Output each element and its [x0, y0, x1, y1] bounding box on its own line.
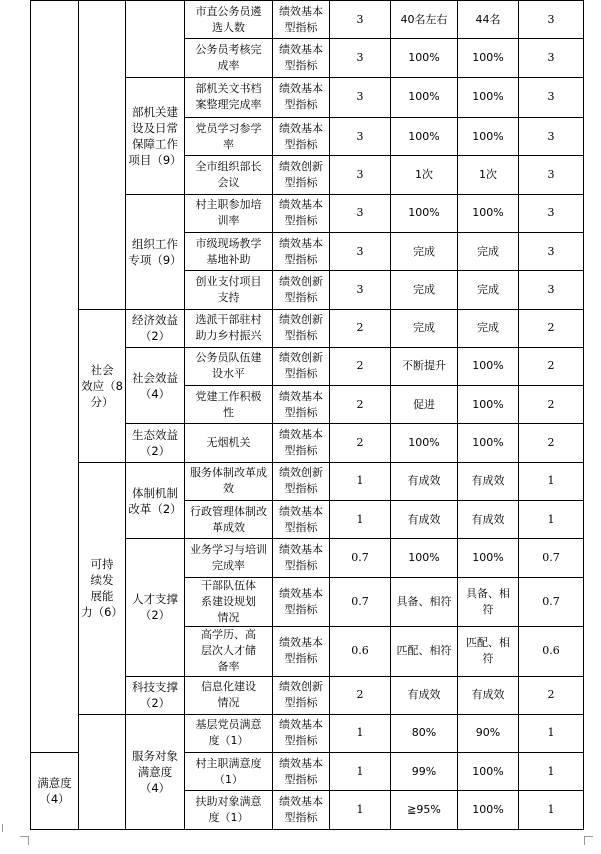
indicator-name-cell: 创业支付项目 支持 [185, 271, 273, 309]
indicator-name-cell: 基层党员满意 度（1） [185, 714, 273, 752]
weight-cell: 2 [330, 386, 391, 424]
score-cell: 3 [519, 271, 584, 309]
score-cell: 1 [519, 753, 584, 791]
weight-cell: 3 [330, 77, 391, 117]
score-cell: 0.6 [519, 627, 584, 676]
weight-cell: 3 [330, 232, 391, 270]
target-value-cell: 100% [391, 539, 458, 577]
indicator-type-cell: 绩效基本 型指标 [273, 1, 330, 39]
indicator-name-cell: 信息化建设 情况 [185, 676, 273, 714]
indicator-name-cell: 业务学习与培训 完成率 [185, 539, 273, 577]
tertiary-indicator-cell: 体制机制 改革（2） [126, 462, 185, 539]
weight-cell: 3 [330, 39, 391, 77]
tertiary-indicator-cell: 科技支撑 （2） [126, 676, 185, 714]
actual-value-cell: 90% [458, 714, 519, 752]
target-value-cell: 100% [391, 117, 458, 155]
table-row [31, 1, 584, 39]
indicator-type-cell: 绩效创新 型指标 [273, 309, 330, 347]
indicator-type-cell: 绩效创新 型指标 [273, 676, 330, 714]
indicator-name-cell: 扶助对象满意 度（1） [185, 791, 273, 830]
score-cell: 1 [519, 714, 584, 752]
actual-value-cell: 100% [458, 77, 519, 117]
page-corner-mark-right [584, 836, 593, 845]
indicator-type-cell: 绩效基本 型指标 [273, 791, 330, 830]
score-cell: 1 [519, 501, 584, 539]
table-row [31, 309, 584, 347]
indicator-name-cell: 市级现场教学 基地补助 [185, 232, 273, 270]
score-cell: 1 [519, 791, 584, 830]
weight-cell: 1 [330, 753, 391, 791]
target-value-cell: 促进 [391, 386, 458, 424]
target-value-cell: 1次 [391, 156, 458, 194]
weight-cell: 3 [330, 194, 391, 232]
indicator-name-cell: 服务体制改革成 效 [185, 462, 273, 500]
indicator-table [30, 0, 584, 830]
tertiary-indicator-cell [126, 1, 185, 78]
actual-value-cell: 完成 [458, 232, 519, 270]
weight-cell: 3 [330, 156, 391, 194]
target-value-cell: 100% [391, 194, 458, 232]
indicator-type-cell: 绩效创新 型指标 [273, 462, 330, 500]
secondary-indicator-cell: 社会 效应（8 分） [79, 309, 126, 462]
weight-cell: 3 [330, 117, 391, 155]
weight-cell: 1 [330, 714, 391, 752]
indicator-name-cell: 全市组织部长 会议 [185, 156, 273, 194]
actual-value-cell: 具备、相 符 [458, 577, 519, 626]
indicator-table-body [31, 1, 584, 830]
actual-value-cell: 100% [458, 39, 519, 77]
indicator-name-cell: 行政管理体制改 革成效 [185, 501, 273, 539]
actual-value-cell: 完成 [458, 271, 519, 309]
tertiary-indicator-cell: 社会效益 （4） [126, 347, 185, 424]
indicator-type-cell: 绩效基本 型指标 [273, 386, 330, 424]
target-value-cell: 完成 [391, 271, 458, 309]
indicator-type-cell: 绩效基本 型指标 [273, 194, 330, 232]
actual-value-cell: 100% [458, 347, 519, 385]
target-value-cell: 100% [391, 39, 458, 77]
weight-cell: 1 [330, 501, 391, 539]
tertiary-indicator-cell: 组织工作 专项（9） [126, 194, 185, 309]
target-value-cell: 具备、相符 [391, 577, 458, 626]
tertiary-indicator-cell: 服务对象 满意度 （4） [126, 714, 185, 829]
score-cell: 2 [519, 347, 584, 385]
actual-value-cell: 100% [458, 194, 519, 232]
indicator-name-cell: 高学历、高 层次人才储 备率 [185, 627, 273, 676]
indicator-name-cell: 无烟机关 [185, 424, 273, 462]
indicator-name-cell: 选派干部驻村 助力乡村振兴 [185, 309, 273, 347]
target-value-cell: 匹配、相符 [391, 627, 458, 676]
weight-cell: 0.7 [330, 577, 391, 626]
indicator-type-cell: 绩效基本 型指标 [273, 714, 330, 752]
indicator-name-cell: 部机关文书档 案整理完成率 [185, 77, 273, 117]
table-row [31, 714, 584, 752]
target-value-cell: 有成效 [391, 462, 458, 500]
score-cell: 2 [519, 309, 584, 347]
score-cell: 3 [519, 1, 584, 39]
target-value-cell: 99% [391, 753, 458, 791]
primary-indicator-cell: 满意度 （4） [31, 753, 79, 830]
tertiary-indicator-cell: 经济效益 （2） [126, 309, 185, 347]
indicator-type-cell: 绩效创新 型指标 [273, 156, 330, 194]
actual-value-cell: 100% [458, 117, 519, 155]
indicator-type-cell: 绩效基本 型指标 [273, 753, 330, 791]
weight-cell: 2 [330, 347, 391, 385]
actual-value-cell: 完成 [458, 309, 519, 347]
target-value-cell: 100% [391, 77, 458, 117]
score-cell: 0.7 [519, 539, 584, 577]
actual-value-cell: 100% [458, 386, 519, 424]
target-value-cell: 完成 [391, 232, 458, 270]
weight-cell: 1 [330, 462, 391, 500]
indicator-name-cell: 党员学习参学 率 [185, 117, 273, 155]
indicator-type-cell: 绩效基本 型指标 [273, 232, 330, 270]
target-value-cell: ≧95% [391, 791, 458, 830]
weight-cell: 3 [330, 1, 391, 39]
score-cell: 3 [519, 117, 584, 155]
score-cell: 3 [519, 232, 584, 270]
indicator-type-cell: 绩效基本 型指标 [273, 577, 330, 626]
table-row [31, 462, 584, 500]
actual-value-cell: 44名 [458, 1, 519, 39]
score-cell: 3 [519, 77, 584, 117]
indicator-type-cell: 绩效基本 型指标 [273, 39, 330, 77]
score-cell: 2 [519, 424, 584, 462]
indicator-type-cell: 绩效基本 型指标 [273, 117, 330, 155]
score-cell: 3 [519, 39, 584, 77]
indicator-name-cell: 公务员队伍建 设水平 [185, 347, 273, 385]
actual-value-cell: 匹配、相 符 [458, 627, 519, 676]
weight-cell: 0.7 [330, 539, 391, 577]
tertiary-indicator-cell: 生态效益 （2） [126, 424, 185, 462]
tertiary-indicator-cell: 部机关建 设及日常 保障工作 项目（9） [126, 77, 185, 194]
weight-cell: 2 [330, 424, 391, 462]
indicator-type-cell: 绩效基本 型指标 [273, 77, 330, 117]
page-corner-mark-left [20, 836, 29, 845]
secondary-indicator-cell [79, 1, 126, 310]
indicator-type-cell: 绩效基本 型指标 [273, 501, 330, 539]
actual-value-cell: 100% [458, 539, 519, 577]
weight-cell: 0.6 [330, 627, 391, 676]
weight-cell: 1 [330, 791, 391, 830]
weight-cell: 2 [330, 676, 391, 714]
indicator-name-cell: 公务员考核完 成率 [185, 39, 273, 77]
score-cell: 2 [519, 386, 584, 424]
score-cell: 0.7 [519, 577, 584, 626]
target-value-cell: 不断提升 [391, 347, 458, 385]
indicator-name-cell: 干部队伍体 系建设规划 情况 [185, 577, 273, 626]
weight-cell: 2 [330, 309, 391, 347]
target-value-cell: 完成 [391, 309, 458, 347]
indicator-name-cell: 市直公务员遴 选人数 [185, 1, 273, 39]
indicator-name-cell: 村主职满意度 （1） [185, 753, 273, 791]
indicator-type-cell: 绩效创新 型指标 [273, 271, 330, 309]
indicator-type-cell: 绩效基本 型指标 [273, 424, 330, 462]
target-value-cell: 80% [391, 714, 458, 752]
indicator-type-cell: 绩效基本 型指标 [273, 539, 330, 577]
margin-tick-mark [2, 824, 3, 832]
target-value-cell: 40名左右 [391, 1, 458, 39]
target-value-cell: 100% [391, 424, 458, 462]
actual-value-cell: 100% [458, 791, 519, 830]
primary-indicator-cell [31, 1, 79, 753]
actual-value-cell: 100% [458, 424, 519, 462]
actual-value-cell: 有成效 [458, 676, 519, 714]
score-cell: 2 [519, 676, 584, 714]
weight-cell: 3 [330, 271, 391, 309]
indicator-name-cell: 村主职参加培 训率 [185, 194, 273, 232]
score-cell: 1 [519, 462, 584, 500]
target-value-cell: 有成效 [391, 501, 458, 539]
score-cell: 3 [519, 156, 584, 194]
score-cell: 3 [519, 194, 584, 232]
actual-value-cell: 有成效 [458, 501, 519, 539]
target-value-cell: 有成效 [391, 676, 458, 714]
indicator-type-cell: 绩效基本 型指标 [273, 627, 330, 676]
actual-value-cell: 1次 [458, 156, 519, 194]
tertiary-indicator-cell: 人才支撑 （2） [126, 539, 185, 676]
secondary-indicator-cell: 可持 续发 展能 力（6） [79, 462, 126, 714]
actual-value-cell: 100% [458, 753, 519, 791]
indicator-type-cell: 绩效创新 型指标 [273, 347, 330, 385]
secondary-indicator-cell [79, 714, 126, 829]
indicator-name-cell: 党建工作积极 性 [185, 386, 273, 424]
actual-value-cell: 有成效 [458, 462, 519, 500]
